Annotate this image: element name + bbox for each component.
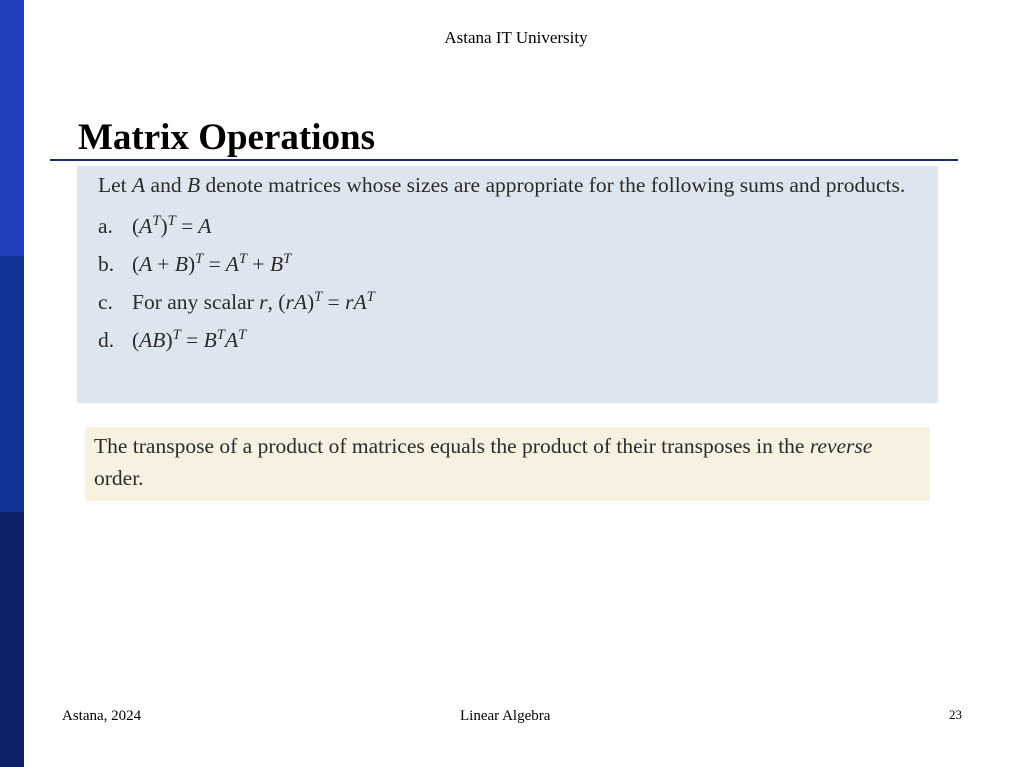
title-underline (50, 159, 958, 161)
theorem-intro: Let A and B denote matrices whose sizes are appropriate for the following sums and products. (98, 173, 906, 197)
theorem-item-b: b. $(A + B)^T = A^T + B^T$ (98, 245, 918, 283)
footer-course-title: Linear Algebra (460, 708, 551, 724)
slide-title: Matrix Operations (78, 117, 375, 158)
formula-transpose-of-product: $(AB)^T = B^TA^T$ (132, 326, 247, 352)
footer-location-date: Astana, 2024 (62, 708, 142, 724)
sidebar-band-bottom (0, 512, 24, 767)
theorem-item-d: d. $(AB)^T = B^TA^T$ (98, 321, 918, 359)
formula-transpose-of-scalar-multiple: For any scalar r, $(rA)^T = rA^T$ (132, 288, 375, 314)
slide-number: 23 (949, 707, 962, 722)
theorem-item-a: a. $(A^T)^T = A$ (98, 207, 918, 245)
note-text-end: order. (94, 466, 144, 490)
formula-transpose-of-sum: $(A + B)^T = A^T + B^T$ (132, 250, 292, 276)
theorem-item-c: c. For any scalar r, $(rA)^T = rA^T$ (98, 283, 918, 321)
formula-transpose-of-transpose: $(A^T)^T = A$ (132, 212, 212, 238)
theorem-box (77, 166, 938, 403)
header-institution: Astana IT University (444, 28, 588, 47)
note-emphasis: reverse (809, 434, 873, 458)
note-text: The transpose of a product of matrices equals the product of their transposes in the (94, 434, 810, 458)
note-box (85, 427, 930, 501)
sidebar-band-middle (0, 256, 24, 512)
